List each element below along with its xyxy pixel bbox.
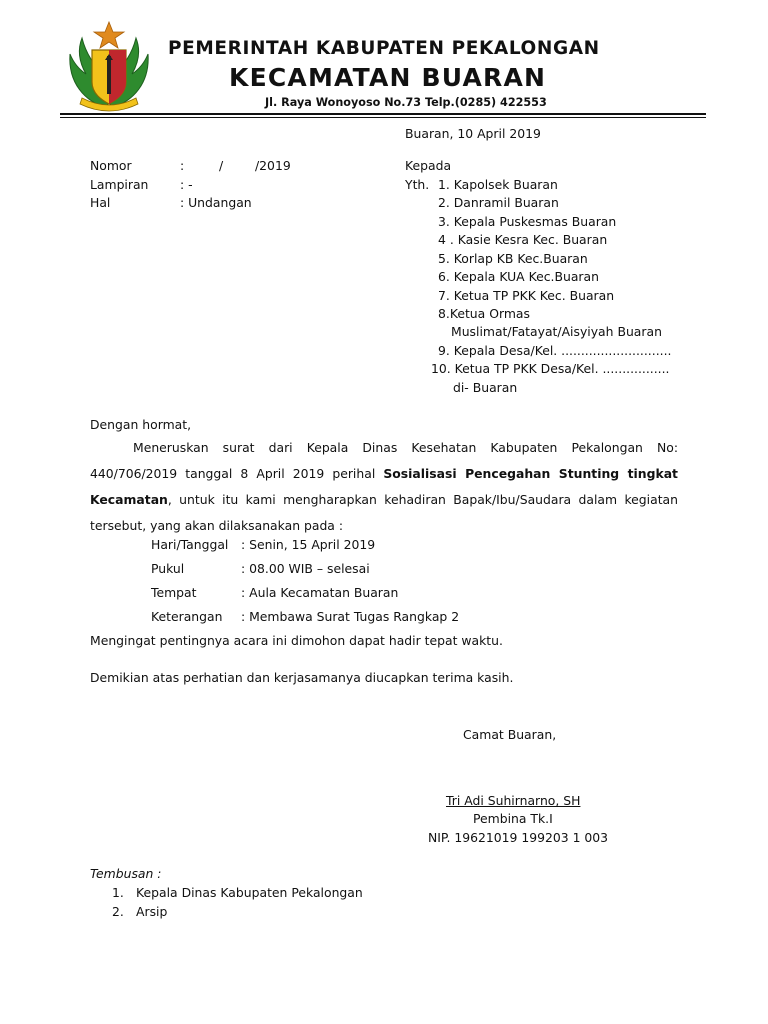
hal-label: Hal — [90, 195, 111, 210]
detail-value: : Aula Kecamatan Buaran — [241, 585, 399, 600]
letterhead-rule-thick — [60, 113, 706, 115]
detail-label: Pukul — [151, 561, 185, 576]
greeting: Dengan hormat, — [90, 417, 192, 432]
event-title: Sosialisasi Pencegahan Stunting tingkat Kecamatan — [90, 466, 678, 507]
recipient-item-continuation: Muslimat/Fatayat/Aisyiyah Buaran — [451, 324, 662, 339]
recipient-item: 8.Ketua Ormas — [438, 306, 530, 321]
tembusan-item-number: 2. — [112, 904, 124, 919]
letterhead-rule-thin — [60, 117, 706, 118]
detail-label: Hari/Tanggal — [151, 537, 229, 552]
recipient-item: 3. Kepala Puskesmas Buaran — [438, 214, 617, 229]
paragraph-text-end: , untuk itu kami mengharapkan kehadiran Bapak/Ibu/Saudara dalam kegiatan tersebut, yang akan dilaksanakan pada : — [90, 492, 678, 533]
recipient-item: 4 . Kasie Kesra Kec. Buaran — [438, 232, 608, 247]
recipient-item: 6. Kepala KUA Kec.Buaran — [438, 269, 599, 284]
detail-value: : Senin, 15 April 2019 — [241, 537, 376, 552]
signatory-nip: NIP. 19621019 199203 1 003 — [428, 830, 609, 845]
paragraph-text-start: Meneruskan surat dari Kepala Dinas Kesehatan Kabupaten Pekalongan No: 440/706/2019 tanggal 8 April 2019 perihal — [90, 440, 678, 481]
tembusan-item: Arsip — [136, 904, 168, 919]
district-name: KECAMATAN BUARAN — [229, 63, 547, 92]
letter-date: Buaran, 10 April 2019 — [405, 126, 541, 141]
recipient-item: 7. Ketua TP PKK Kec. Buaran — [438, 288, 615, 303]
closing-text: Demikian atas perhatian dan kerjasamanya diucapkan terima kasih. — [90, 670, 514, 685]
nomor-label: Nomor — [90, 158, 132, 173]
nomor-value: /2019 — [255, 158, 291, 173]
recipient-item: 9. Kepala Desa/Kel. ............................ — [438, 343, 672, 358]
nomor-slash: / — [219, 158, 224, 173]
detail-value: : Membawa Surat Tugas Rangkap 2 — [241, 609, 460, 624]
hal-value: : Undangan — [180, 195, 252, 210]
reminder-text: Mengingat pentingnya acara ini dimohon dapat hadir tepat waktu. — [90, 633, 503, 648]
tembusan-item: Kepala Dinas Kabupaten Pekalongan — [136, 885, 363, 900]
signatory-rank: Pembina Tk.I — [473, 811, 553, 826]
recipient-item: 2. Danramil Buaran — [438, 195, 559, 210]
kepada-label: Kepada — [405, 158, 452, 173]
detail-label: Tempat — [151, 585, 197, 600]
lampiran-value: : - — [180, 177, 193, 192]
government-name: PEMERINTAH KABUPATEN PEKALONGAN — [168, 38, 600, 59]
recipient-item: 10. Ketua TP PKK Desa/Kel. ................. — [431, 361, 670, 376]
main-paragraph — [90, 435, 678, 539]
regency-crest-logo — [64, 20, 154, 114]
recipient-location: di- Buaran — [453, 380, 518, 395]
yth-label: Yth. — [405, 177, 430, 192]
office-address: Jl. Raya Wonoyoso No.73 Telp.(0285) 422553 — [265, 96, 547, 109]
nomor-colon: : — [180, 158, 185, 173]
signatory-name: Tri Adi Suhirnarno, SH — [446, 793, 581, 808]
recipient-item: 5. Korlap KB Kec.Buaran — [438, 251, 588, 266]
detail-value: : 08.00 WIB – selesai — [241, 561, 370, 576]
recipient-item: 1. Kapolsek Buaran — [438, 177, 558, 192]
tembusan-label: Tembusan : — [90, 866, 162, 881]
lampiran-label: Lampiran — [90, 177, 149, 192]
detail-label: Keterangan — [151, 609, 223, 624]
tembusan-item-number: 1. — [112, 885, 124, 900]
signatory-title: Camat Buaran, — [463, 727, 557, 742]
